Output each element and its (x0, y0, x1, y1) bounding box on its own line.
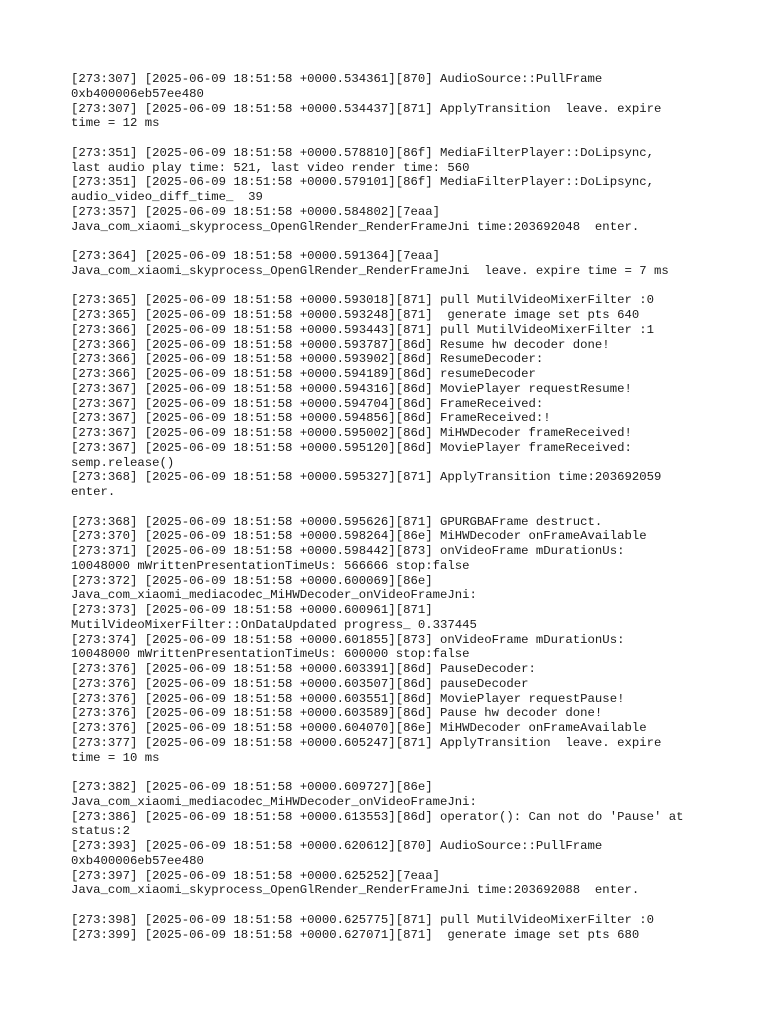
log-line: [273:351] [2025-06-09 18:51:58 +0000.578810][86f] MediaFilterPlayer::DoLipsync, last audio play time: 521, last video render time: 560 (71, 145, 654, 175)
log-block (71, 146, 731, 235)
log-line: [273:374] [2025-06-09 18:51:58 +0000.601855][873] onVideoFrame mDurationUs: 10048000 mWrittenPresentationTimeUs: 600000 stop:false (71, 632, 625, 662)
log-line: [273:367] [2025-06-09 18:51:58 +0000.595120][86d] MoviePlayer frameReceived: semp.release() (71, 440, 632, 470)
log-block (71, 249, 731, 279)
log-line: [273:376] [2025-06-09 18:51:58 +0000.603507][86d] pauseDecoder (71, 676, 529, 691)
log-block (71, 913, 731, 943)
log-line: [273:376] [2025-06-09 18:51:58 +0000.603589][86d] Pause hw decoder done! (71, 706, 603, 721)
log-line: [273:366] [2025-06-09 18:51:58 +0000.593787][86d] Resume hw decoder done! (71, 337, 610, 352)
log-block (71, 780, 731, 898)
log-line: [273:364] [2025-06-09 18:51:58 +0000.591364][7eaa] Java_com_xiaomi_skyprocess_OpenGlRender_RenderFrameJni leave. expire time = 7 ms (71, 249, 669, 278)
log-block (71, 72, 731, 131)
log-line: [273:386] [2025-06-09 18:51:58 +0000.613553][86d] operator(): Can not do 'Pause' at status:2 (71, 809, 684, 839)
log-line: [273:398] [2025-06-09 18:51:58 +0000.625775][871] pull MutilVideoMixerFilter :0 (71, 912, 654, 927)
log-line: [273:307] [2025-06-09 18:51:58 +0000.534437][871] ApplyTransition leave. expire time = 12 ms (71, 101, 662, 131)
log-line: [273:368] [2025-06-09 18:51:58 +0000.595626][871] GPURGBAFrame destruct. (71, 514, 603, 529)
log-line: [273:351] [2025-06-09 18:51:58 +0000.579101][86f] MediaFilterPlayer::DoLipsync, audio_video_diff_time_ 39 (71, 175, 654, 204)
log-line: [273:393] [2025-06-09 18:51:58 +0000.620612][870] AudioSource::PullFrame 0xb400006eb57ee480 (71, 839, 603, 868)
log-line: [273:377] [2025-06-09 18:51:58 +0000.605247][871] ApplyTransition leave. expire time = 10 ms (71, 735, 662, 765)
log-line: [273:376] [2025-06-09 18:51:58 +0000.604070][86e] MiHWDecoder onFrameAvailable (71, 721, 647, 735)
log-line: [273:370] [2025-06-09 18:51:58 +0000.598264][86e] MiHWDecoder onFrameAvailable (71, 529, 647, 544)
log-line: [273:367] [2025-06-09 18:51:58 +0000.594856][86d] FrameReceived:! (71, 411, 551, 426)
log-line: [273:368] [2025-06-09 18:51:58 +0000.595327][871] ApplyTransition time:203692059 enter. (71, 470, 662, 499)
log-line: [273:366] [2025-06-09 18:51:58 +0000.594189][86d] resumeDecoder (71, 367, 536, 381)
log-line: [273:365] [2025-06-09 18:51:58 +0000.593248][871] generate image set pts 640 (71, 308, 640, 322)
log-document (71, 72, 731, 957)
log-line: [273:366] [2025-06-09 18:51:58 +0000.593902][86d] ResumeDecoder: (71, 352, 544, 367)
log-block (71, 515, 731, 766)
log-line: [273:399] [2025-06-09 18:51:58 +0000.627071][871] generate image set pts 680 (71, 927, 640, 942)
log-line: [273:367] [2025-06-09 18:51:58 +0000.595002][86d] MiHWDecoder frameReceived! (71, 426, 632, 440)
log-line: [273:357] [2025-06-09 18:51:58 +0000.584802][7eaa] Java_com_xiaomi_skyprocess_OpenGlRender_RenderFrameJni time:203692048 enter. (71, 204, 640, 234)
log-line: [273:373] [2025-06-09 18:51:58 +0000.600961][871] MutilVideoMixerFilter::OnDataUpdated progress_ 0.337445 (71, 603, 477, 632)
log-line: [273:397] [2025-06-09 18:51:58 +0000.625252][7eaa] Java_com_xiaomi_skyprocess_OpenGlRender_RenderFrameJni time:203692088 enter. (71, 868, 640, 898)
log-line: [273:372] [2025-06-09 18:51:58 +0000.600069][86e] Java_com_xiaomi_mediacodec_MiHWDecoder_onVideoFrameJni: (71, 573, 477, 603)
log-line: [273:367] [2025-06-09 18:51:58 +0000.594704][86d] FrameReceived: (71, 396, 544, 411)
log-line: [273:365] [2025-06-09 18:51:58 +0000.593018][871] pull MutilVideoMixerFilter :0 (71, 293, 654, 308)
log-block (71, 293, 731, 500)
log-line: [273:366] [2025-06-09 18:51:58 +0000.593443][871] pull MutilVideoMixerFilter :1 (71, 322, 654, 337)
log-line: [273:367] [2025-06-09 18:51:58 +0000.594316][86d] MoviePlayer requestResume! (71, 381, 632, 396)
log-line: [273:376] [2025-06-09 18:51:58 +0000.603391][86d] PauseDecoder: (71, 662, 536, 676)
log-line: [273:371] [2025-06-09 18:51:58 +0000.598442][873] onVideoFrame mDurationUs: 10048000 mWrittenPresentationTimeUs: 566666 stop:false (71, 544, 625, 573)
log-line: [273:376] [2025-06-09 18:51:58 +0000.603551][86d] MoviePlayer requestPause! (71, 691, 625, 706)
log-line: [273:307] [2025-06-09 18:51:58 +0000.534361][870] AudioSource::PullFrame 0xb400006eb57ee480 (71, 72, 603, 101)
log-line: [273:382] [2025-06-09 18:51:58 +0000.609727][86e] Java_com_xiaomi_mediacodec_MiHWDecoder_onVideoFrameJni: (71, 780, 477, 809)
